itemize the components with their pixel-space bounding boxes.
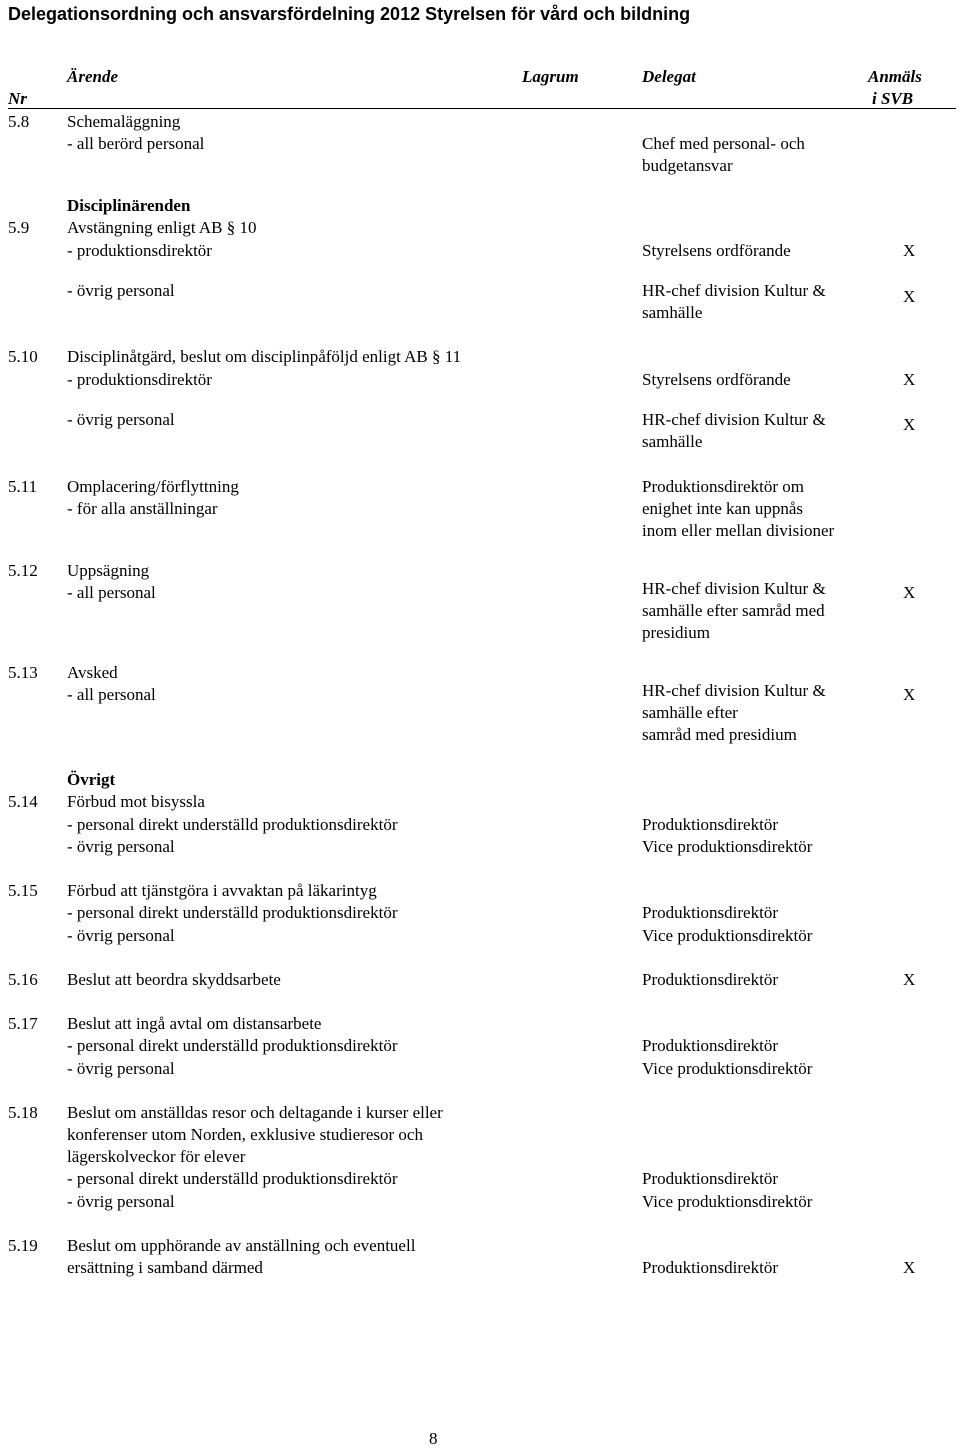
row-5-13-sub1: - all personal <box>67 685 156 704</box>
row-5-17-nr: 5.17 <box>8 1014 38 1033</box>
row-5-13-anmals-mark: X <box>903 685 916 704</box>
row-5-9-sub2-delegat-line1: HR-chef division Kultur & <box>642 281 826 300</box>
row-5-11-delegat-line2: enighet inte kan uppnås <box>642 499 803 518</box>
row-5-16-nr: 5.16 <box>8 970 38 989</box>
row-5-15-sub1: - personal direkt underställd produktionsdirektör <box>67 903 398 922</box>
row-5-15-sub2: - övrig personal <box>67 926 175 945</box>
row-5-13-title: Avsked <box>67 663 118 682</box>
row-5-9-sub2-delegat-line2: samhälle <box>642 303 703 322</box>
row-5-12-anmals-mark: X <box>903 583 916 602</box>
header-lagrum: Lagrum <box>522 67 579 86</box>
row-5-9-sub2-anmals-mark: X <box>903 287 916 306</box>
row-5-18-title-line3: lägerskolveckor för elever <box>67 1147 246 1166</box>
row-5-10-sub2-delegat-line2: samhälle <box>642 432 703 451</box>
row-5-15-sub1-delegat: Produktionsdirektör <box>642 903 778 922</box>
row-5-19-delegat: Produktionsdirektör <box>642 1258 778 1277</box>
row-5-8-delegat-line1: Chef med personal- och <box>642 134 805 153</box>
page-number: 8 <box>429 1429 438 1448</box>
row-5-17-sub2: - övrig personal <box>67 1059 175 1078</box>
row-5-10-sub1-anmals-mark: X <box>903 370 916 389</box>
row-5-13-delegat-line3: samråd med presidium <box>642 725 797 744</box>
row-5-12-delegat-line1: HR-chef division Kultur & <box>642 579 826 598</box>
row-5-11-delegat-line1: Produktionsdirektör om <box>642 477 804 496</box>
row-5-12-delegat-line2: samhälle efter samråd med <box>642 601 825 620</box>
row-5-14-sub1: - personal direkt underställd produktionsdirektör <box>67 815 398 834</box>
row-5-17-title: Beslut att ingå avtal om distansarbete <box>67 1014 322 1033</box>
row-5-8-delegat-line2: budgetansvar <box>642 156 733 175</box>
row-5-19-title-line2: ersättning i samband därmed <box>67 1258 263 1277</box>
row-5-9-nr: 5.9 <box>8 218 30 237</box>
row-5-18-title-line2: konferenser utom Norden, exklusive studieresor och <box>67 1125 423 1144</box>
row-5-14-title: Förbud mot bisyssla <box>67 792 205 811</box>
row-5-13-delegat-line1: HR-chef division Kultur & <box>642 681 826 700</box>
row-5-9-sub1-anmals-mark: X <box>903 241 916 260</box>
header-delegat: Delegat <box>642 67 696 86</box>
row-5-19-nr: 5.19 <box>8 1236 38 1255</box>
row-5-14-nr: 5.14 <box>8 792 38 811</box>
row-5-12-title: Uppsägning <box>67 561 150 580</box>
header-anmals: Anmäls <box>868 67 922 86</box>
row-5-18-sub2-delegat: Vice produktionsdirektör <box>642 1192 813 1211</box>
row-5-8-sub1: - all berörd personal <box>67 134 205 153</box>
header-arende: Ärende <box>67 67 118 86</box>
row-5-12-sub1: - all personal <box>67 583 156 602</box>
row-5-10-sub2-anmals-mark: X <box>903 415 916 434</box>
row-5-11-title: Omplacering/förflyttning <box>67 477 239 496</box>
header-anmals-svb: i SVB <box>872 89 914 108</box>
row-5-16-delegat: Produktionsdirektör <box>642 970 778 989</box>
row-5-18-sub2: - övrig personal <box>67 1192 175 1211</box>
row-5-13-nr: 5.13 <box>8 663 38 682</box>
row-5-10-sub1-delegat: Styrelsens ordförande <box>642 370 791 389</box>
row-5-10-sub2: - övrig personal <box>67 410 175 429</box>
row-5-9-sub2: - övrig personal <box>67 281 175 300</box>
row-5-8-nr: 5.8 <box>8 112 30 131</box>
row-5-9-title: Avstängning enligt AB § 10 <box>67 218 257 237</box>
row-5-12-nr: 5.12 <box>8 561 38 580</box>
row-5-18-nr: 5.18 <box>8 1103 38 1122</box>
row-5-13-delegat-line2: samhälle efter <box>642 703 738 722</box>
row-5-16-anmals-mark: X <box>903 970 916 989</box>
row-5-11-delegat-line3: inom eller mellan divisioner <box>642 521 835 540</box>
row-5-14-sub2-delegat: Vice produktionsdirektör <box>642 837 813 856</box>
row-5-10-nr: 5.10 <box>8 347 38 366</box>
row-5-19-anmals-mark: X <box>903 1258 916 1277</box>
row-5-19-title-line1: Beslut om upphörande av anställning och eventuell <box>67 1236 416 1255</box>
header-nr: Nr <box>8 89 27 108</box>
row-5-14-sub1-delegat: Produktionsdirektör <box>642 815 778 834</box>
row-5-14-sub2: - övrig personal <box>67 837 175 856</box>
row-5-12-delegat-line3: presidium <box>642 623 710 642</box>
document-title: Delegationsordning och ansvarsfördelning 2012 Styrelsen för vård och bildning <box>8 4 691 24</box>
row-5-15-sub2-delegat: Vice produktionsdirektör <box>642 926 813 945</box>
header-divider <box>8 108 956 109</box>
row-5-10-sub1: - produktionsdirektör <box>67 370 212 389</box>
row-5-9-sub1-delegat: Styrelsens ordförande <box>642 241 791 260</box>
row-5-17-sub1: - personal direkt underställd produktionsdirektör <box>67 1036 398 1055</box>
section-heading-ovrigt: Övrigt <box>67 770 116 789</box>
row-5-8-title: Schemaläggning <box>67 112 181 131</box>
row-5-18-sub1: - personal direkt underställd produktionsdirektör <box>67 1169 398 1188</box>
row-5-15-nr: 5.15 <box>8 881 38 900</box>
row-5-11-nr: 5.11 <box>8 477 38 496</box>
row-5-9-sub1: - produktionsdirektör <box>67 241 212 260</box>
row-5-10-sub2-delegat-line1: HR-chef division Kultur & <box>642 410 826 429</box>
row-5-16-title: Beslut att beordra skyddsarbete <box>67 970 281 989</box>
row-5-18-title-line1: Beslut om anställdas resor och deltagande i kurser eller <box>67 1103 443 1122</box>
section-heading-disciplinarenden: Disciplinärenden <box>67 196 191 215</box>
row-5-15-title: Förbud att tjänstgöra i avvaktan på läkarintyg <box>67 881 377 900</box>
row-5-10-title: Disciplinåtgärd, beslut om disciplinpåföljd enligt AB § 11 <box>67 347 462 366</box>
row-5-18-sub1-delegat: Produktionsdirektör <box>642 1169 778 1188</box>
row-5-17-sub1-delegat: Produktionsdirektör <box>642 1036 778 1055</box>
row-5-11-sub1: - för alla anställningar <box>67 499 218 518</box>
row-5-17-sub2-delegat: Vice produktionsdirektör <box>642 1059 813 1078</box>
